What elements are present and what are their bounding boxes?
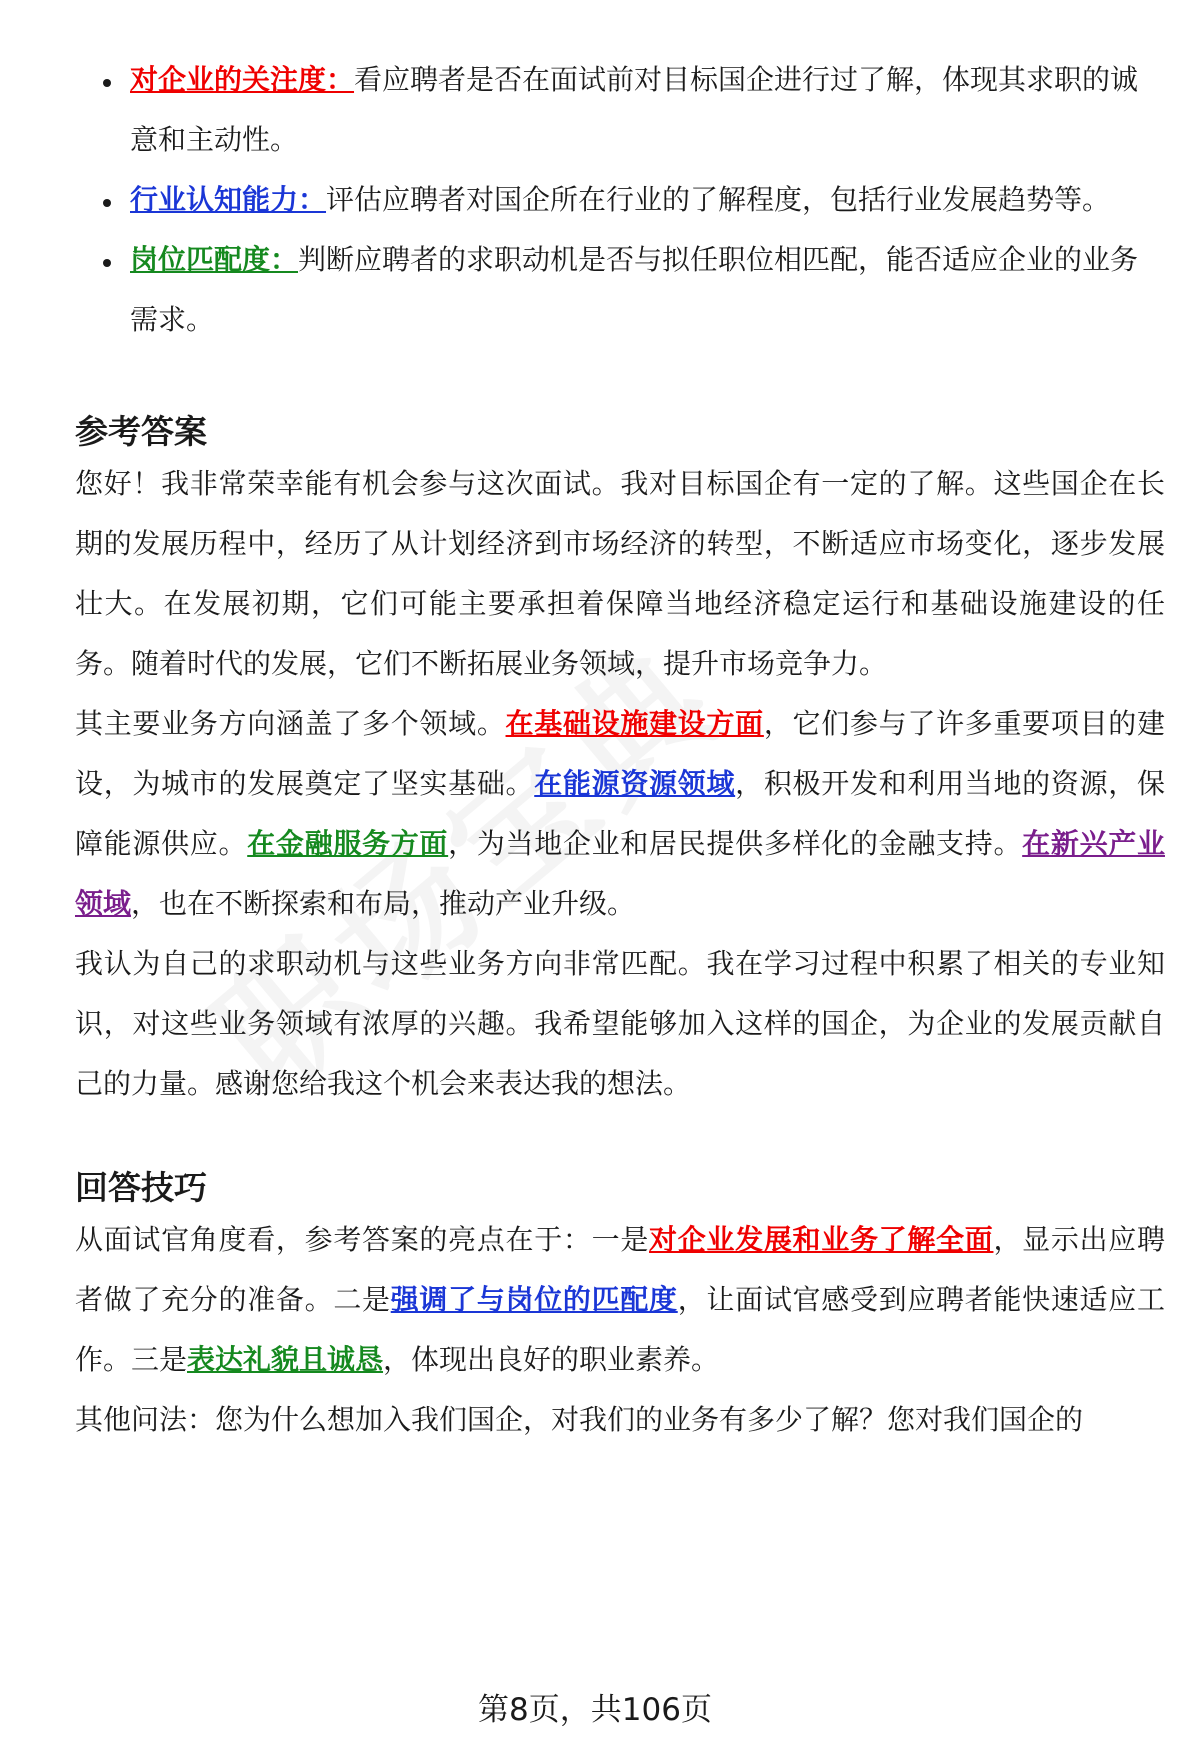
criteria-text: 看应聘者是否在面试前对目标国企进行过了解，体现其求职的诚意和主动性。 — [130, 63, 1139, 156]
page-number: 第8页，共106页 — [478, 1692, 712, 1728]
reference-paragraph-2 — [75, 694, 1165, 934]
criteria-term: 岗位匹配度： — [130, 243, 299, 276]
reference-paragraph-1: 您好！我非常荣幸能有机会参与这次面试。我对目标国企有一定的了解。这些国企在长期的发展历程中，经历了从计划经济到市场经济的转型，不断适应市场变化，逐步发展壮大。在发展初期，它们可能主要承担着保障当地经济稳定运行和基础设施建设的任务。随着时代的发展，它们不断拓展业务领域，提升市场竞争力。 — [75, 467, 1165, 680]
reference-paragraph-3: 我认为自己的求职动机与这些业务方向非常匹配。我在学习过程中积累了相关的专业知识，对这些业务领域有浓厚的兴趣。我希望能够加入这样的国企，为企业的发展贡献自己的力量。感谢您给我这个机会来表达我的想法。 — [75, 947, 1165, 1100]
criteria-item-fit — [75, 230, 1165, 350]
text-run: ，体现出良好的职业素养。 — [383, 1343, 720, 1376]
highlight-infrastructure: 在基础设施建设方面 — [505, 707, 764, 740]
highlight-match: 强调了与岗位的匹配度 — [390, 1283, 678, 1316]
other-question: 其他问法：您为什么想加入我们国企，对我们的业务有多少了解？您对我们国企的 — [75, 1403, 1084, 1436]
text-run: ，让面试官感受到应聘者能快速适应工作。三是 — [75, 1283, 1165, 1376]
highlight-emerging: 在新兴产业领域 — [75, 827, 1165, 920]
highlight-finance: 在金融服务方面 — [247, 827, 449, 860]
criteria-item-attention — [75, 50, 1165, 170]
text-run: ，积极开发和利用当地的资源，保障能源供应。 — [75, 767, 1165, 860]
text-run: 从面试官角度看，参考答案的亮点在于：一是 — [75, 1223, 650, 1256]
criteria-text: 评估应聘者对国企所在行业的了解程度，包括行业发展趋势等。 — [326, 183, 1111, 216]
highlight-polite: 表达礼貌且诚恳 — [187, 1343, 384, 1376]
criteria-term: 行业认知能力： — [130, 183, 327, 216]
highlight-comprehensive: 对企业发展和业务了解全面 — [649, 1223, 994, 1256]
tips-heading: 回答技巧 — [75, 1168, 207, 1207]
criteria-list — [75, 50, 1165, 350]
text-run: ，为当地企业和居民提供多样化的金融支持。 — [448, 827, 1023, 860]
tips-paragraph — [75, 1210, 1165, 1390]
text-run: ，它们参与了许多重要项目的建设，为城市的发展奠定了坚实基础。 — [75, 707, 1165, 800]
criteria-term: 对企业的关注度： — [130, 63, 355, 96]
page-content — [75, 50, 1165, 1450]
criteria-text: 判断应聘者的求职动机是否与拟任职位相匹配，能否适应企业的业务需求。 — [130, 243, 1139, 336]
text-run: ，也在不断探索和布局，推动产业升级。 — [131, 887, 636, 920]
text-run: 其主要业务方向涵盖了多个领域。 — [75, 707, 506, 740]
text-run: ，显示出应聘者做了充分的准备。二是 — [75, 1223, 1165, 1316]
highlight-energy: 在能源资源领域 — [534, 767, 736, 800]
criteria-item-industry — [75, 170, 1165, 230]
reference-heading: 参考答案 — [75, 412, 207, 451]
